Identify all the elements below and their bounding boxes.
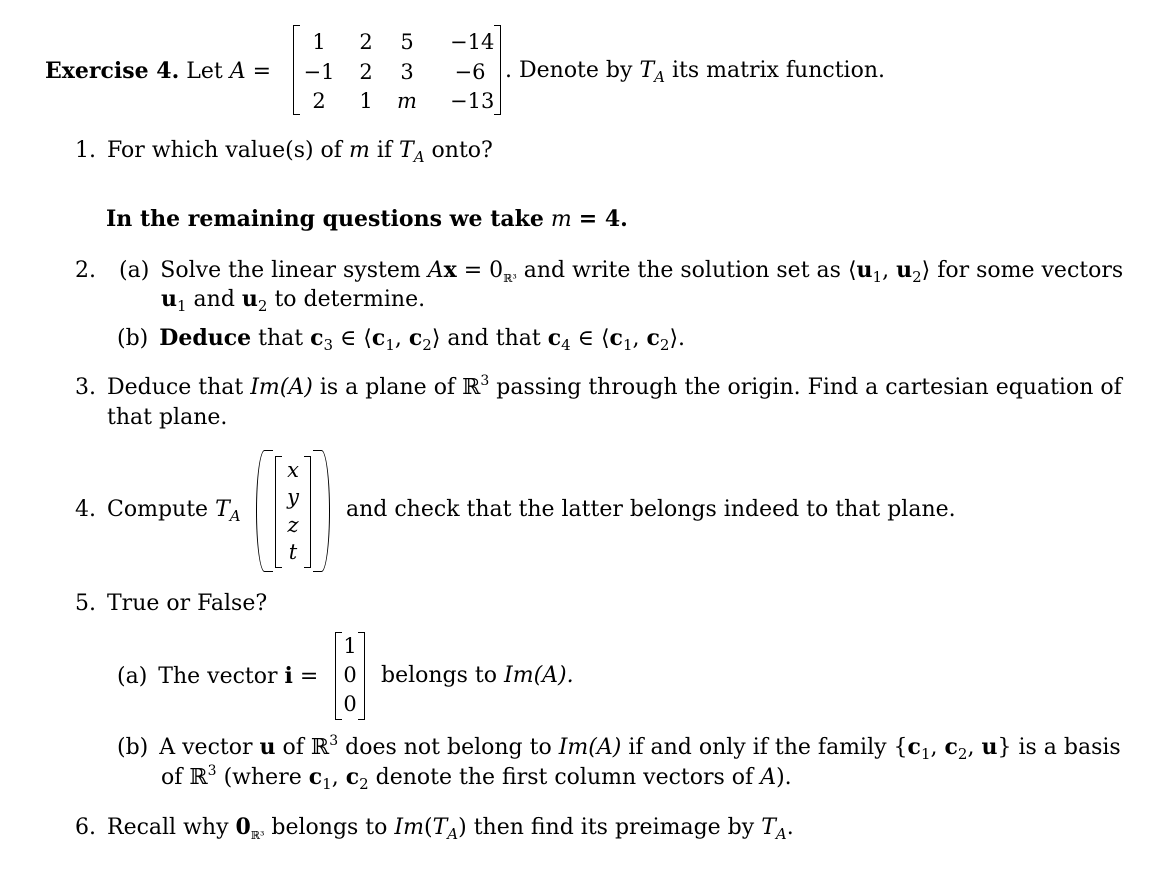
question-5: 5. True or False? [75, 591, 268, 616]
matrix-A-cell: 5 [400, 30, 414, 54]
vector-xyzt-cell: t [288, 540, 298, 564]
question-3: 3. Deduce that Im(A) is a plane of ℝ$^3$ passing through the origin. Find a cartesian equation of [75, 373, 1122, 400]
matrix-A-cell: 3 [400, 60, 414, 84]
question-2a: 2. (a) Solve the linear system $Ax = 0_{ℝ^3}$ and write the solution set as $⟨u_1$, $u_2⟩$ for some vectors [75, 257, 1124, 286]
question-2a-line2: $u_1$ and $u_2$ to determine. [161, 286, 426, 315]
matrix-A-cell: 1 [312, 30, 326, 54]
matrix-A-cell: −1 [303, 60, 335, 84]
vector-xyzt [275, 456, 311, 568]
note-remaining: In the remaining questions we take m = 4. [106, 206, 628, 232]
question-4: 4. Compute $T_A$ [75, 497, 241, 525]
question-6: 6. Recall why $0_{ℝ^3}$ belongs to $Im(T_A)$ then find its preimage by $T_A$. [75, 814, 794, 843]
vector-i-cell: 0 [343, 663, 357, 687]
matrix-A-cell: 2 [359, 30, 373, 54]
vector-xyzt-cell: x [287, 458, 299, 482]
vector-xyzt-cell: z [287, 513, 299, 537]
question-1: 1. For which value(s) of m if $T_A$ onto? [75, 138, 493, 166]
vector-i-cell: 1 [343, 634, 357, 658]
question-5b-line2: of ℝ$^3$ (where $c_1$, $c_2$ denote the first column vectors of A). [161, 763, 792, 793]
matrix-A-cell: −13 [450, 89, 495, 113]
exercise-label: Exercise 4. [45, 58, 180, 84]
exercise-statement-tail: . Denote by $T_A$ its matrix function. [505, 58, 885, 86]
matrix-A-cell: 2 [359, 60, 373, 84]
vector-i [335, 632, 365, 720]
vector-xyzt-cell: y [287, 485, 299, 509]
question-5a-tail: belongs to Im(A). [381, 663, 574, 688]
question-4-tail: and check that the latter belongs indeed to that plane. [346, 497, 956, 522]
matrix-A-cell: −6 [454, 60, 486, 84]
vector-i-cell: 0 [343, 692, 357, 716]
matrix-A [293, 25, 501, 115]
question-5a: (a) The vector i = [117, 663, 319, 689]
exercise-statement: Exercise 4. Let A = [45, 58, 272, 84]
question-5b: (b) A vector u of ℝ$^3$ does not belong to Im(A) if and only if the family {$c_1$, $c_2$, u} is a basis [117, 733, 1121, 763]
question-2b: (b) Deduce that $c_3$ ∈ $⟨c_1$, $c_2⟩$ and that $c_4$ ∈ $⟨c_1$, $c_2⟩$. [117, 325, 686, 354]
question-3-line2: that plane. [107, 405, 228, 430]
matrix-A-cell: 2 [312, 89, 326, 113]
matrix-A-cell: 1 [359, 89, 373, 113]
matrix-A-cell: −14 [450, 30, 495, 54]
matrix-A-cell: m [397, 89, 417, 113]
